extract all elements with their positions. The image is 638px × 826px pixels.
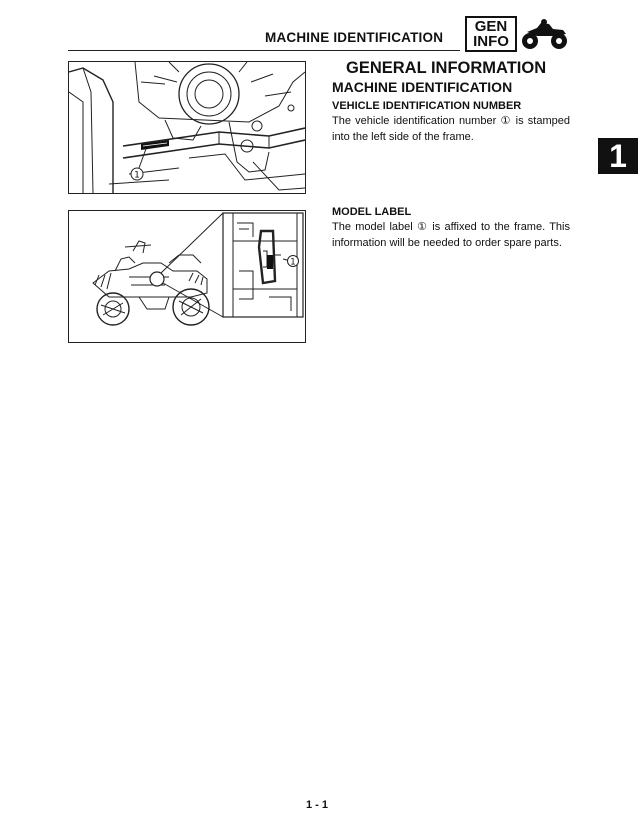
gen-info-badge (465, 16, 517, 52)
vin-text-before: The vehicle identification number (332, 115, 501, 127)
svg-text:1: 1 (290, 257, 296, 268)
vin-text-after: is stamped into the left side of the frame. (332, 115, 571, 143)
vin-heading: VEHICLE IDENTIFICATION NUMBER (332, 100, 522, 112)
vin-marker: ① (500, 114, 512, 127)
vin-location-figure (68, 61, 306, 194)
model-text-before: The model label (332, 221, 417, 233)
vin-location-illustration (69, 62, 305, 193)
svg-text:1: 1 (134, 170, 140, 181)
header-title: MACHINE IDENTIFICATION (265, 30, 444, 45)
atv-icon (519, 18, 571, 52)
model-label-figure (68, 210, 306, 343)
model-text-after: is affixed to the frame. This information will be needed to order spare parts. (332, 221, 570, 249)
model-label-heading: MODEL LABEL (332, 206, 412, 218)
model-marker: ① (416, 220, 429, 233)
badge-line-gen: GEN (474, 18, 508, 35)
model-label-text (332, 219, 570, 251)
subsection-title: MACHINE IDENTIFICATION (332, 79, 513, 95)
chapter-tab: 1 (598, 138, 638, 174)
header-rule (68, 50, 460, 51)
vin-text (332, 113, 570, 145)
badge-line-info: INFO (473, 33, 509, 50)
section-title: GENERAL INFORMATION (346, 59, 547, 77)
page-number: 1 - 1 (306, 799, 329, 811)
atv-model-label-illustration (69, 211, 305, 342)
